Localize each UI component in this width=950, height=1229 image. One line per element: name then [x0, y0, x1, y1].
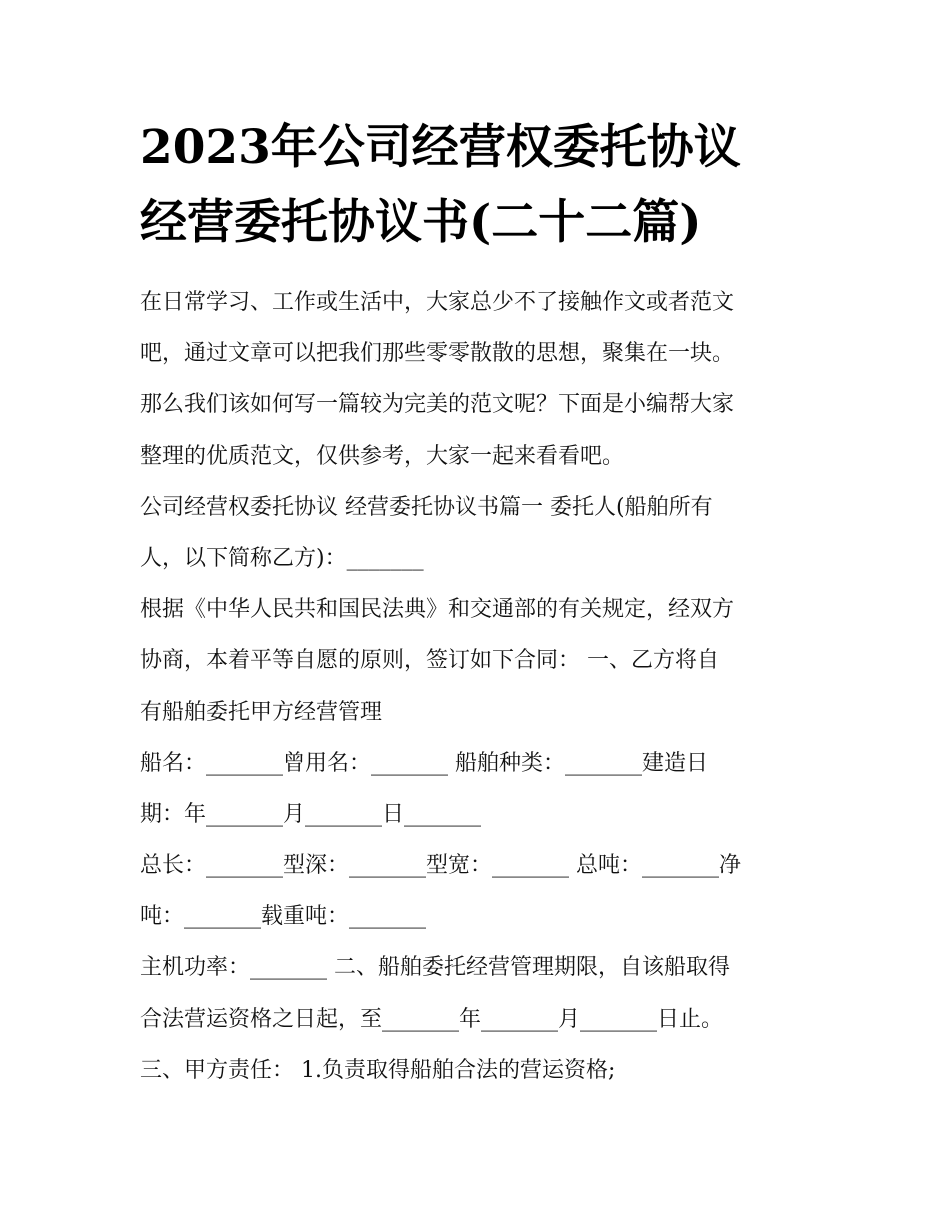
body-line: 吧，通过文章可以把我们那些零零散散的思想，聚集在一块。	[140, 341, 735, 367]
body-line: 协商，本着平等自愿的原则，签订如下合同： 一、乙方将自	[140, 648, 719, 674]
body-line: 主机功率：_______ 二、船舶委托经营管理期限，自该船取得	[140, 955, 730, 981]
body-line: 吨：_______载重吨：_______	[140, 904, 427, 930]
document-title-line-1: 2023年公司经营权委托协议	[140, 120, 741, 175]
body-line: 根据《中华人民共和国民法典》和交通部的有关规定，经双方	[140, 597, 735, 623]
body-line: 总长：_______型深：_______型宽：_______ 总吨：_______净	[140, 853, 741, 879]
body-line: 整理的优质范文，仅供参考，大家一起来看看吧。	[140, 443, 625, 469]
body-line: 公司经营权委托协议 经营委托协议书篇一 委托人(船舶所有	[140, 494, 713, 520]
body-line: 在日常学习、工作或生活中，大家总少不了接触作文或者范文	[140, 290, 735, 315]
document-title-line-2: 经营委托协议书(二十二篇)	[140, 195, 702, 250]
body-line: 三、甲方责任： 1.负责取得船舶合法的营运资格;	[140, 1057, 616, 1083]
body-line: 人，以下简称乙方)：_______	[140, 545, 424, 571]
body-line: 有船舶委托甲方经营管理	[140, 699, 383, 725]
body-line: 合法营运资格之日起，至_______年_______月_______日止。	[140, 1006, 724, 1032]
body-line: 船名：_______曾用名：_______ 船舶种类：_______建造日	[140, 750, 708, 776]
document-body	[140, 277, 830, 1096]
body-line: 那么我们该如何写一篇较为完美的范文呢？下面是小编帮大家	[140, 392, 735, 418]
body-line: 期：年_______月_______日_______	[140, 801, 482, 827]
